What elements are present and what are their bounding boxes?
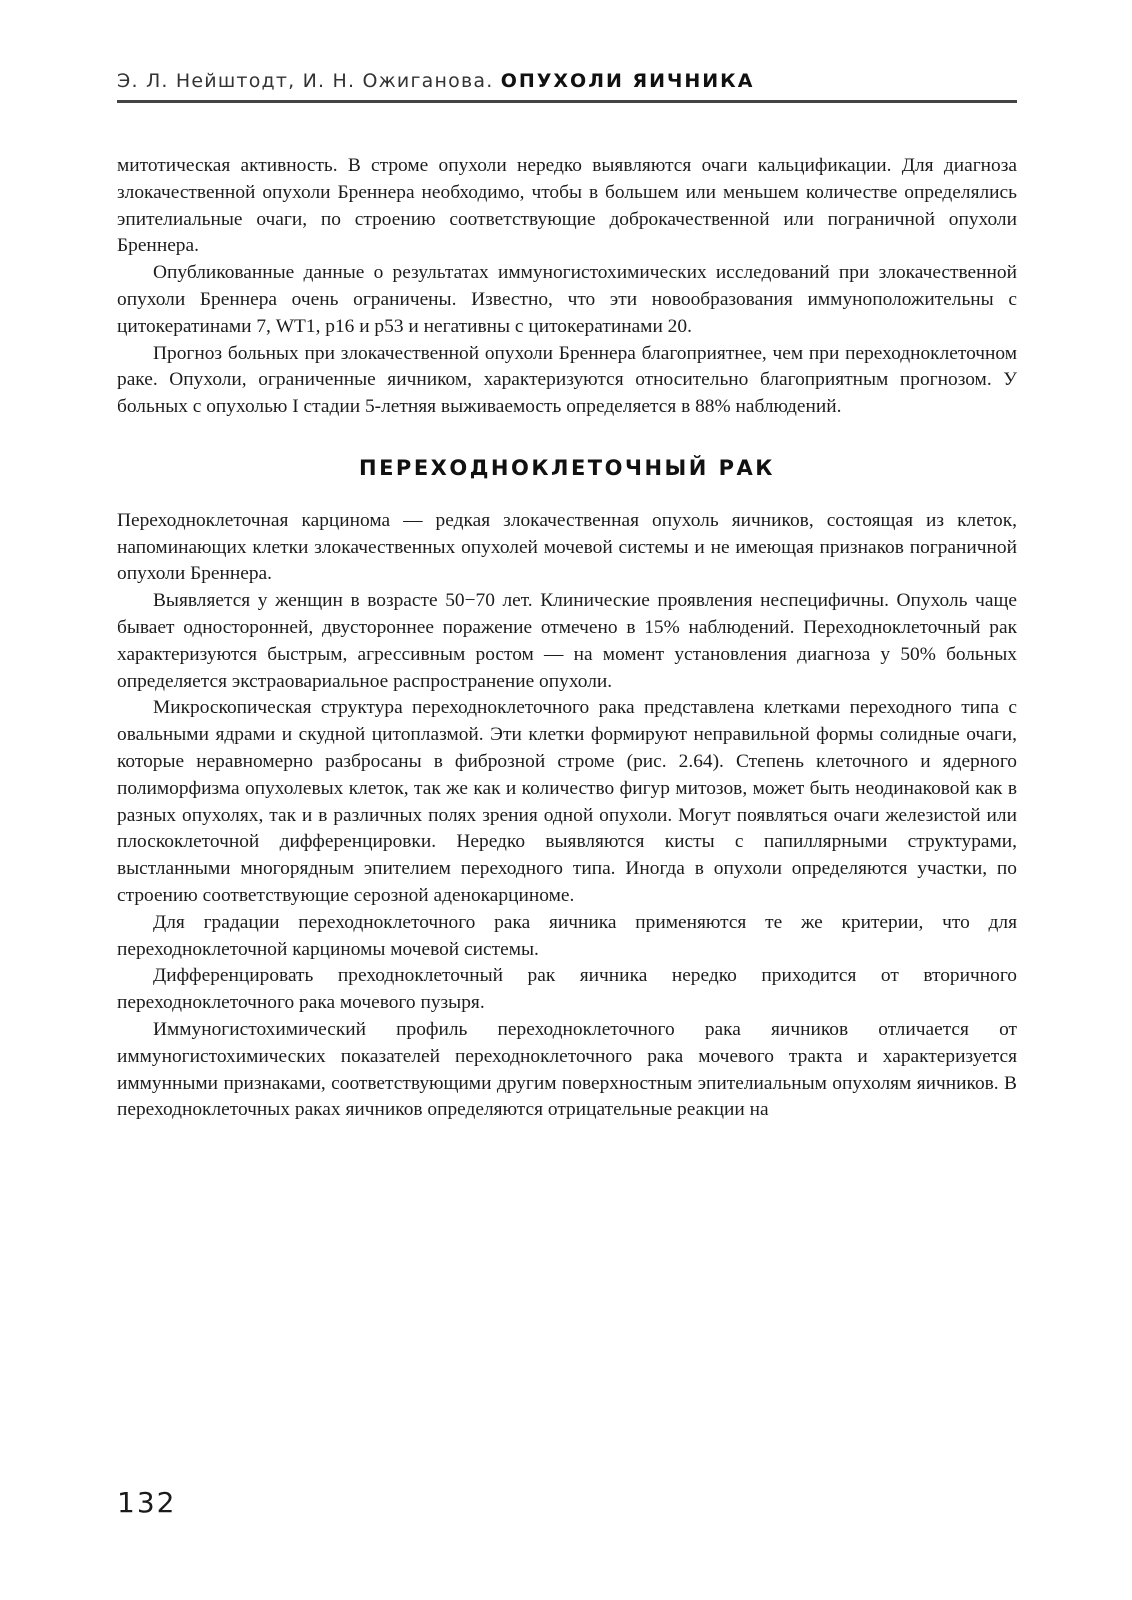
paragraph: Опубликованные данные о результатах иммуногистохимических исследований при злокачественной опухоли Бреннера очень ограничены. Известно, что эти новообразования иммуноположительны с цитокератинами 7, WT1, p16 и p53 и негативны с цитокератинами 20. (117, 262, 1017, 337)
running-header (117, 70, 1012, 92)
paragraph: Выявляется у женщин в возрасте 50−70 лет. Клинические проявления неспецифичны. Опухоль чаще бывает односторонней, двустороннее поражение отмечено в 15% наблюдений. Переходноклеточный рак характеризуются быстрым, агрессивным ростом — на момент установления диагноза у 50% больных определяется экстраовариальное распространение опухоли. (117, 590, 1017, 692)
paragraph: Иммуногистохимический профиль переходноклеточного рака яичников отличается от иммуногистохимических показателей переходноклеточного рака мочевого тракта и характеризуется иммунными признаками, соответствующими другим поверхностным эпителиальным опухолям яичников. В переходноклеточных раках яичников определяются отрицательные реакции на (117, 1018, 1017, 1121)
body-text (117, 153, 1017, 1124)
header-rule (117, 100, 1017, 103)
paragraph: Прогноз больных при злокачественной опухоли Бреннера благоприятнее, чем при переходноклеточном раке. Опухоли, ограниченные яичником, характеризуются относительно благоприятным прогнозом. У больных с опухолью I стадии 5-летняя выживаемость определяется в 88% наблюдений. (117, 342, 1017, 418)
header-book-title: ОПУХОЛИ ЯИЧНИКА (500, 70, 755, 92)
paragraph: Дифференцировать преходноклеточный рак яичника нередко приходится от вторичного переходноклеточного рака мочевого пузыря. (117, 965, 1017, 1014)
header-authors: Э. Л. Нейштодт, И. Н. Ожиганова. (117, 70, 494, 92)
page-number: 132 (117, 1486, 177, 1519)
paragraph: митотическая активность. В строме опухоли нередко выявляются очаги кальцификации. Для диагноза злокачественной опухоли Бреннера необходимо, чтобы в большем или меньшем количестве определялись эпителиальные очаги, по строению соответствующие доброкачественной или пограничной опухоли Бреннера. (117, 155, 1017, 257)
paragraph: Микроскопическая структура переходноклеточного рака представлена клетками переходного типа с овальными ядрами и скудной цитоплазмой. Эти клетки формируют неправильной формы солидные очаги, которые неравномерно разбросаны в фиброзной строме (рис. 2.64). Степень клеточного и ядерного полиморфизма опухолевых клеток, так же как и количество фигур митозов, может быть неодинаковой как в разных опухолях, так и в различных полях зрения одной опухоли. Могут появляться очаги железистой или плоскоклеточной дифференцировки. Нередко выявляются кисты с папиллярными структурами, выстланными многорядным эпителием переходного типа. Иногда в опухоли определяются участки, по строению соответствующие серозной аденокарциноме. (117, 697, 1017, 906)
paragraph: Для градации переходноклеточного рака яичника применяются те же критерии, что для переходноклеточной карциномы мочевой системы. (117, 911, 1017, 960)
paragraph: Переходноклеточная карцинома — редкая злокачественная опухоль яичников, состоящая из клеток, напоминающих клетки злокачественных опухолей мочевой системы и не имеющая признаков пограничной опухоли Бреннера. (117, 509, 1017, 585)
section-heading: ПЕРЕХОДНОКЛЕТОЧНЫЙ РАК (359, 455, 775, 480)
